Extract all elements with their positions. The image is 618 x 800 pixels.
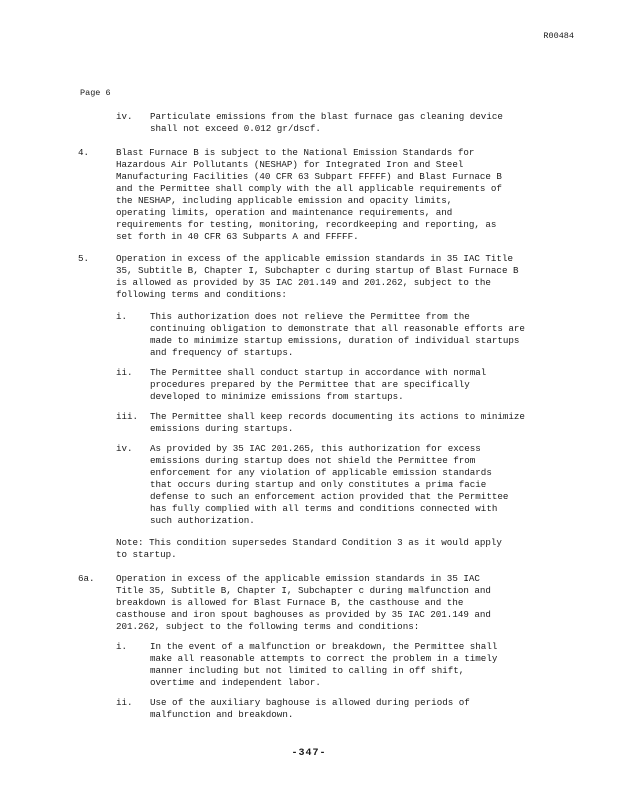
text-line: set forth in 40 CFR 63 Subparts A and FFFFF. — [116, 231, 359, 242]
text-line: shall not exceed 0.012 gr/dscf. — [150, 123, 321, 134]
text-line: Title 35, Subtitle B, Chapter I, Subchapter c during malfunction and — [116, 585, 491, 596]
text-line: Operation in excess of the applicable emission standards in 35 IAC Title — [116, 253, 513, 264]
sub-item-number: iv. — [116, 443, 133, 454]
text-line: continuing obligation to demonstrate that all reasonable efforts are — [150, 323, 525, 334]
text-line: malfunction and breakdown. — [150, 709, 294, 720]
page-number: -347- — [291, 748, 327, 759]
text-line: operating limits, operation and maintenance requirements, and — [116, 207, 453, 218]
text-line: casthouse and iron spout baghouses as provided by 35 IAC 201.149 and — [116, 609, 491, 620]
text-line: The Permittee shall conduct startup in accordance with normal — [150, 367, 487, 378]
note-paragraph — [116, 537, 502, 561]
text-line: emissions during startup does not shield the Permittee from — [150, 455, 476, 466]
text-line: is allowed as provided by 35 IAC 201.149 and 201.262, subject to the — [116, 277, 491, 288]
paragraph-6a-i — [150, 641, 497, 689]
text-line: that occurs during startup and only constitutes a prima facie — [150, 479, 487, 490]
paragraph-4 — [116, 147, 502, 243]
text-line: In the event of a malfunction or breakdown, the Permittee shall — [150, 641, 498, 652]
paragraph-5-iv — [150, 443, 508, 527]
paragraph-iv — [150, 111, 503, 135]
text-line: such authorization. — [150, 515, 255, 526]
paragraph-5 — [116, 253, 518, 301]
paragraph-6a — [116, 573, 491, 633]
paragraph-6a-ii — [150, 697, 470, 721]
text-line: procedures prepared by the Permittee that are specifically — [150, 379, 470, 390]
text-line: requirements for testing, monitoring, recordkeeping and reporting, as — [116, 219, 497, 230]
text-line: This authorization does not relieve the Permittee from the — [150, 311, 470, 322]
item-number: 4. — [78, 147, 90, 158]
sub-item-number: ii. — [116, 697, 133, 708]
sub-item-number: i. — [116, 311, 128, 322]
text-line: As provided by 35 IAC 201.265, this authorization for excess — [150, 443, 481, 454]
text-line: Blast Furnace B is subject to the National Emission Standards for — [116, 147, 475, 158]
text-line: Manufacturing Facilities (40 CFR 63 Subpart FFFFF) and Blast Furnace B — [116, 171, 502, 182]
text-line: overtime and independent labor. — [150, 677, 321, 688]
paragraph-5-i — [150, 311, 525, 359]
text-line: Note: This condition supersedes Standard Condition 3 as it would apply — [116, 537, 502, 548]
item-number: 6a. — [78, 573, 95, 584]
text-line: made to minimize startup emissions, duration of individual startups — [150, 335, 520, 346]
text-line: following terms and conditions: — [116, 289, 287, 300]
text-line: and frequency of startups. — [150, 347, 294, 358]
page-label: Page 6 — [80, 88, 111, 98]
sub-item-number: i. — [116, 641, 128, 652]
text-line: Operation in excess of the applicable emission standards in 35 IAC — [116, 573, 480, 584]
text-line: emissions during startups. — [150, 423, 294, 434]
text-line: 201.262, subject to the following terms and conditions: — [116, 621, 420, 632]
text-line: defense to such an enforcement action provided that the Permittee — [150, 491, 509, 502]
text-line: to startup. — [116, 549, 177, 560]
paragraph-5-iii — [150, 411, 525, 435]
text-line: the NESHAP, including applicable emission and opacity limits, — [116, 195, 453, 206]
text-line: 35, Subtitle B, Chapter I, Subchapter c during startup of Blast Furnace B — [116, 265, 519, 276]
text-line: and the Permittee shall comply with the all applicable requirements of — [116, 183, 502, 194]
text-line: developed to minimize emissions from startups. — [150, 391, 404, 402]
text-line: has fully complied with all terms and conditions connected with — [150, 503, 498, 514]
sub-item-number: iii. — [116, 411, 139, 422]
item-number: 5. — [78, 253, 90, 264]
sub-item-number: ii. — [116, 367, 133, 378]
document-code: R00484 — [543, 31, 574, 41]
text-line: Particulate emissions from the blast furnace gas cleaning device — [150, 111, 503, 122]
text-line: enforcement for any violation of applicable emission standards — [150, 467, 492, 478]
item-number: iv. — [116, 111, 133, 122]
text-line: make all reasonable attempts to correct the problem in a timely — [150, 653, 498, 664]
text-line: breakdown is allowed for Blast Furnace B, the casthouse and the — [116, 597, 464, 608]
text-line: Use of the auxiliary baghouse is allowed during periods of — [150, 697, 470, 708]
text-line: manner including but not limited to calling in off shift, — [150, 665, 465, 676]
text-line: Hazardous Air Pollutants (NESHAP) for Integrated Iron and Steel — [116, 159, 464, 170]
text-line: The Permittee shall keep records documenting its actions to minimize — [150, 411, 525, 422]
paragraph-5-ii — [150, 367, 486, 403]
